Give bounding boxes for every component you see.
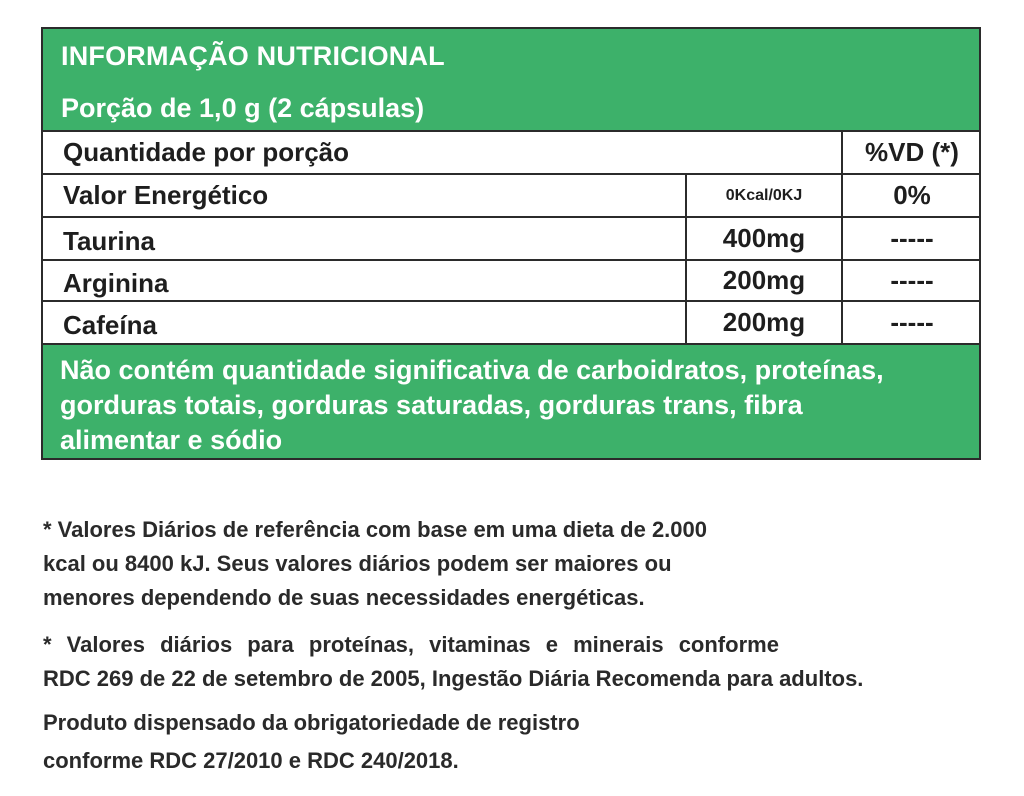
quantity-per-portion-label: Quantidade por porção [63, 137, 350, 167]
nutrient-amount: 200mg [685, 302, 841, 343]
column-header-row [43, 132, 979, 175]
table-row [43, 261, 979, 302]
daily-values-footnote [43, 513, 803, 615]
nutrient-name: Valor Energético [63, 180, 269, 210]
table-row [43, 218, 979, 261]
footnote-line: conforme RDC 27/2010 e RDC 240/2018. [43, 748, 459, 773]
table-row [43, 302, 979, 345]
daily-value-header: %VD (*) [841, 132, 981, 173]
portion-size: Porção de 1,0 g (2 cápsulas) [61, 93, 425, 123]
nutrient-daily-value: 0% [841, 175, 981, 216]
nutrient-amount: 200mg [685, 261, 841, 300]
table-title: INFORMAÇÃO NUTRICIONAL [61, 41, 445, 71]
nutrient-daily-value: ----- [841, 218, 981, 259]
footnote-line: RDC 269 de 22 de setembro de 2005, Ingestão Diária Recomenda para adultos. [43, 666, 864, 691]
table-row [43, 175, 979, 218]
footnote-line: * Valores Diários de referência com base em uma dieta de 2.000 [43, 517, 707, 542]
notice-line: gorduras totais, gorduras saturadas, gorduras trans, fibra [60, 390, 803, 420]
notice-line: Não contém quantidade significativa de carboidratos, proteínas, [60, 355, 884, 385]
nutrition-facts-table [41, 27, 981, 460]
nutrient-name: Taurina [63, 226, 155, 256]
nutrient-name: Arginina [63, 268, 169, 298]
footnote-line: Produto dispensado da obrigatoriedade de registro [43, 710, 580, 735]
registration-exemption-note [43, 704, 723, 780]
nutrient-amount: 400mg [685, 218, 841, 259]
not-significant-notice [43, 345, 979, 458]
footnote-line: kcal ou 8400 kJ. Seus valores diários podem ser maiores ou [43, 551, 672, 576]
nutrient-name: Cafeína [63, 310, 157, 340]
notice-line: alimentar e sódio [60, 425, 283, 455]
footnote-line: * Valores diários para proteínas, vitaminas e minerais conforme [43, 632, 779, 657]
footnote-line: menores dependendo de suas necessidades energéticas. [43, 585, 645, 610]
nutrient-daily-value: ----- [841, 302, 981, 343]
nutrient-daily-value: ----- [841, 261, 981, 300]
table-header [43, 29, 979, 132]
nutrient-amount: 0Kcal/0KJ [685, 175, 841, 216]
rdc-footnote [43, 628, 983, 696]
